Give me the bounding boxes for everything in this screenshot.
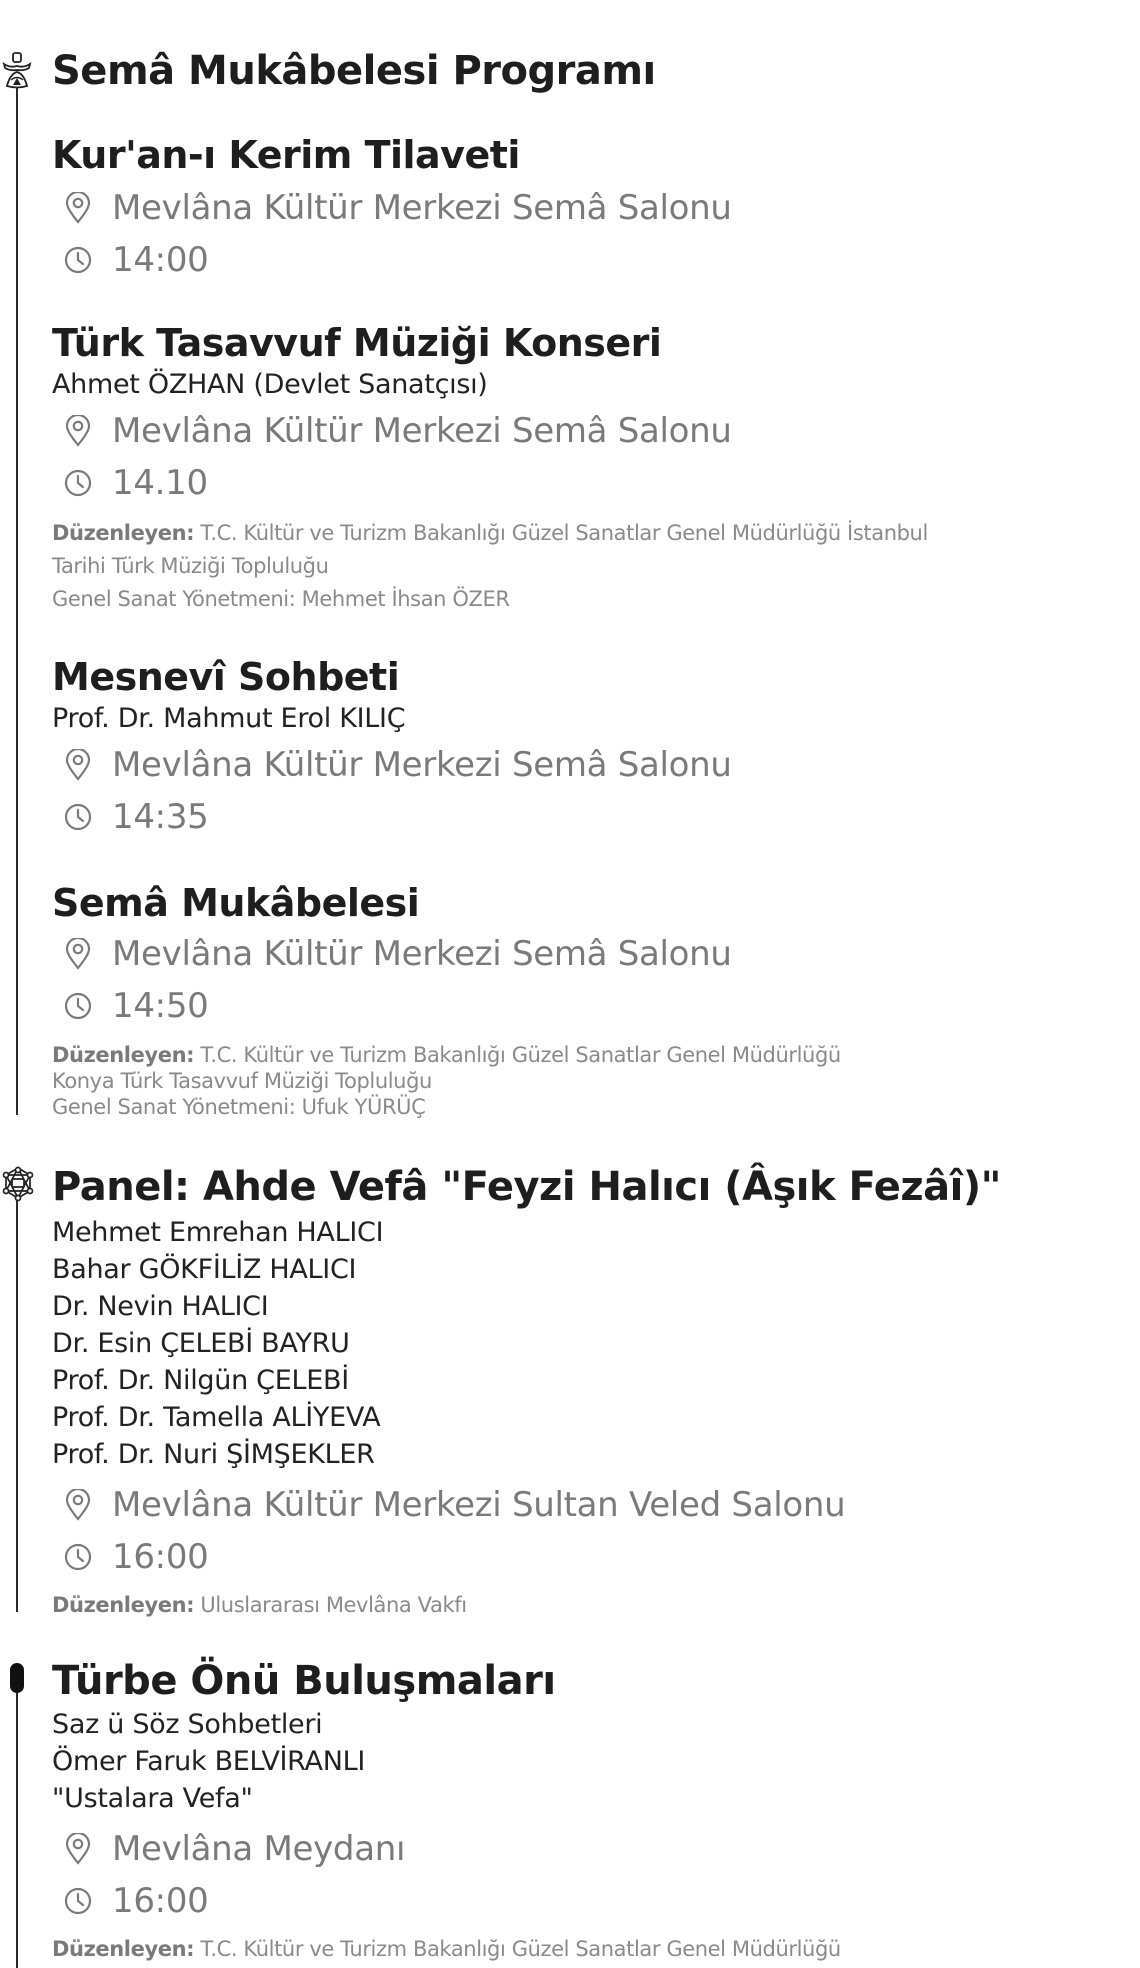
section-title: Semâ Mukâbelesi Programı bbox=[52, 48, 656, 94]
organizer-line: Tarihi Türk Müziği Topluluğu bbox=[52, 554, 329, 578]
organizer bbox=[52, 1042, 1130, 1068]
organizer-label: Düzenleyen: bbox=[52, 1593, 195, 1617]
organizer bbox=[52, 517, 1130, 550]
microphone-icon bbox=[2, 1662, 32, 1696]
timeline-line bbox=[16, 88, 18, 1115]
organizer-label: Düzenleyen: bbox=[52, 1043, 195, 1067]
event-title: Kur'an-ı Kerim Tilaveti bbox=[52, 133, 520, 177]
location-pin-icon bbox=[64, 750, 92, 780]
performer: Ahmet ÖZHAN (Devlet Sanatçısı) bbox=[52, 369, 488, 400]
organizer-text: T.C. Kültür ve Turizm Bakanlığı Güzel Sanatlar Genel Müdürlüğü bbox=[200, 1043, 841, 1067]
clock-icon bbox=[64, 468, 92, 498]
timeline-line bbox=[16, 1690, 18, 1968]
speaker: Dr. Esin ÇELEBİ BAYRU bbox=[52, 1328, 350, 1359]
speaker: Dr. Nevin HALICI bbox=[52, 1291, 269, 1322]
location-row bbox=[52, 1823, 1130, 1875]
section-title: Türbe Önü Buluşmaları bbox=[52, 1658, 556, 1704]
section-turbe bbox=[0, 1650, 1140, 1968]
event-mesnevi bbox=[52, 654, 1130, 843]
clock-icon bbox=[64, 245, 92, 275]
time-text: 14:00 bbox=[112, 240, 209, 280]
location-pin-icon bbox=[64, 193, 92, 223]
time-text: 14:35 bbox=[112, 797, 209, 837]
location-text: Mevlâna Kültür Merkezi Semâ Salonu bbox=[112, 188, 732, 228]
event-kuran bbox=[52, 132, 1130, 286]
section-title: Panel: Ahde Vefâ "Feyzi Halıcı (Âşık Fezâî)" bbox=[52, 1164, 1001, 1210]
location-row bbox=[52, 182, 1130, 234]
location-text: Mevlâna Kültür Merkezi Semâ Salonu bbox=[112, 411, 732, 451]
organizer bbox=[52, 1933, 1130, 1966]
organizer-label: Düzenleyen: bbox=[52, 1937, 195, 1961]
organizer bbox=[52, 1589, 1130, 1622]
location-pin-icon bbox=[64, 416, 92, 446]
event-sema bbox=[52, 880, 1130, 1120]
event-title: Mesnevî Sohbeti bbox=[52, 655, 400, 699]
time-row bbox=[52, 791, 1130, 843]
section-panel bbox=[0, 1160, 1140, 1620]
clock-icon bbox=[64, 1886, 92, 1916]
whirling-dervish-icon bbox=[2, 52, 32, 86]
time-text: 16:00 bbox=[112, 1537, 209, 1577]
organizer-line: Genel Sanat Yönetmeni: Mehmet İhsan ÖZER bbox=[52, 587, 510, 611]
speaker-list bbox=[52, 1214, 1130, 1473]
clock-icon bbox=[64, 802, 92, 832]
time-row bbox=[52, 457, 1130, 509]
time-text: 16:00 bbox=[112, 1881, 209, 1921]
time-text: 14:50 bbox=[112, 986, 209, 1026]
time-row bbox=[52, 980, 1130, 1032]
location-row bbox=[52, 928, 1130, 980]
event-title: Türk Tasavvuf Müziği Konseri bbox=[52, 321, 662, 365]
location-pin-icon bbox=[64, 939, 92, 969]
description-line: Ömer Faruk BELVİRANLI bbox=[52, 1746, 366, 1777]
speaker: Prof. Dr. Nuri ŞİMŞEKLER bbox=[52, 1439, 375, 1470]
description-line: "Ustalara Vefa" bbox=[52, 1783, 253, 1814]
organizer-line: Genel Sanat Yönetmeni: Ufuk YÜRÜÇ bbox=[52, 1095, 426, 1119]
organizer-line: Konya Türk Tasavvuf Müziği Topluluğu bbox=[52, 1069, 432, 1093]
location-pin-icon bbox=[64, 1834, 92, 1864]
organizer-text: Uluslararası Mevlâna Vakfı bbox=[200, 1593, 467, 1617]
organizer-label: Düzenleyen: bbox=[52, 521, 195, 545]
panel-discussion-icon bbox=[2, 1166, 32, 1200]
location-text: Mevlâna Kültür Merkezi Semâ Salonu bbox=[112, 934, 732, 974]
time-row bbox=[52, 1531, 1130, 1583]
organizer-text: T.C. Kültür ve Turizm Bakanlığı Güzel Sanatlar Genel Müdürlüğü bbox=[200, 1937, 841, 1961]
event-konser bbox=[52, 320, 1130, 616]
clock-icon bbox=[64, 1542, 92, 1572]
organizer-text: T.C. Kültür ve Turizm Bakanlığı Güzel Sanatlar Genel Müdürlüğü İstanbul bbox=[200, 521, 928, 545]
event-title: Semâ Mukâbelesi bbox=[52, 881, 420, 925]
location-text: Mevlâna Kültür Merkezi Semâ Salonu bbox=[112, 745, 732, 785]
location-text: Mevlâna Kültür Merkezi Sultan Veled Salonu bbox=[112, 1485, 846, 1525]
speaker: Prof. Dr. Tamella ALİYEVA bbox=[52, 1402, 381, 1433]
time-text: 14.10 bbox=[112, 463, 208, 503]
description-line: Saz ü Söz Sohbetleri bbox=[52, 1709, 323, 1740]
location-text: Mevlâna Meydanı bbox=[112, 1829, 406, 1869]
time-row bbox=[52, 234, 1130, 286]
speaker: Bahar GÖKFİLİZ HALICI bbox=[52, 1254, 357, 1285]
location-row bbox=[52, 739, 1130, 791]
location-pin-icon bbox=[64, 1490, 92, 1520]
speaker: Mehmet Emrehan HALICI bbox=[52, 1217, 384, 1248]
time-row bbox=[52, 1875, 1130, 1927]
location-row bbox=[52, 1479, 1130, 1531]
speaker: Prof. Dr. Nilgün ÇELEBİ bbox=[52, 1365, 349, 1396]
performer: Prof. Dr. Mahmut Erol KILIÇ bbox=[52, 703, 406, 734]
timeline-line bbox=[16, 1200, 18, 1612]
location-row bbox=[52, 405, 1130, 457]
clock-icon bbox=[64, 991, 92, 1021]
